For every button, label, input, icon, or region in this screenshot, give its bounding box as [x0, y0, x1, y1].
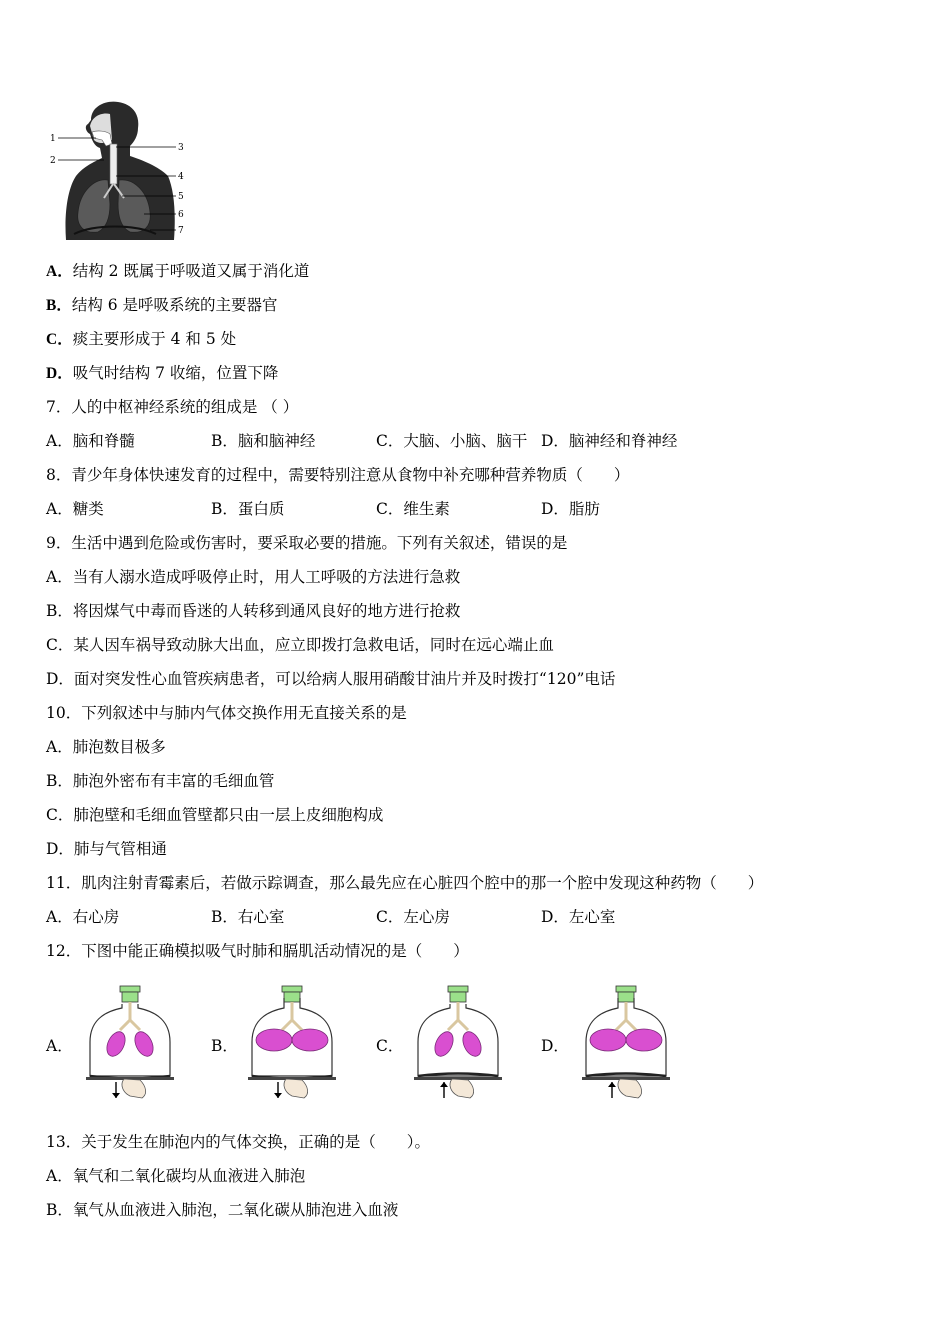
q12-stem: 12．下图中能正确模拟吸气时肺和膈肌活动情况的是（ ）	[46, 942, 469, 960]
trachea-tube	[120, 1002, 140, 1030]
trachea-tube	[616, 1002, 636, 1030]
bell-jar-figure-c	[410, 982, 506, 1102]
trachea-tube	[448, 1002, 468, 1030]
q11-stem: 11．肌肉注射青霉素后，若做示踪调查，那么最先应在心脏四个腔中的那一个腔中发现这种药物（ ）	[46, 874, 764, 892]
q7-option-b: B．脑和脑神经	[211, 432, 316, 450]
respiratory-system-figure	[46, 100, 191, 245]
jar-stopper-neck	[122, 992, 138, 1002]
figure-label: 7	[178, 226, 184, 236]
balloon-lung-left	[103, 1029, 128, 1059]
balloon-lung-right	[131, 1029, 156, 1059]
q9-option-d: D．面对突发性心血管疾病患者，可以给病人服用硝酸甘油片并及时拨打“120”电话	[46, 670, 616, 688]
figure-label: 4	[178, 172, 184, 182]
q7-option-d: D．脑神经和脊神经	[541, 432, 678, 450]
q6-option-c: C．痰主要形成于 4 和 5 处	[46, 330, 237, 348]
q9-option-b: B．将因煤气中毒而昏迷的人转移到通风良好的地方进行抢救	[46, 602, 461, 620]
q10-option-d: D．肺与气管相通	[46, 840, 167, 858]
arrow-down-icon	[112, 1093, 120, 1098]
bell-jar-figure-a	[82, 982, 178, 1102]
q8-stem: 8．青少年身体快速发育的过程中，需要特别注意从食物中补充哪种营养物质（ ）	[46, 466, 630, 484]
jar-stopper	[448, 986, 468, 992]
q11-option-c: C．左心房	[376, 908, 450, 926]
trachea-tube	[282, 1002, 302, 1030]
jar-stopper-neck	[618, 992, 634, 1002]
q12-option-d-label: D．	[541, 1037, 569, 1055]
jar-stopper-neck	[450, 992, 466, 1002]
q13-option-b: B．氧气从血液进入肺泡，二氧化碳从肺泡进入血液	[46, 1201, 399, 1219]
q6-option-d: D．吸气时结构 7 收缩，位置下降	[46, 364, 279, 382]
bell-jar-figure-d	[578, 976, 674, 1102]
q7-option-a: A．脑和脊髓	[46, 432, 135, 450]
q9-option-a: A．当有人溺水造成呼吸停止时，用人工呼吸的方法进行急救	[46, 568, 461, 586]
hand-icon	[618, 1079, 642, 1098]
jar-stopper-neck	[284, 992, 300, 1002]
arrow-up-icon	[608, 1082, 616, 1087]
hand-icon	[450, 1079, 474, 1098]
q10-option-c: C．肺泡壁和毛细血管壁都只由一层上皮细胞构成	[46, 806, 384, 824]
q11-option-d: D．左心室	[541, 908, 616, 926]
q9-stem: 9．生活中遇到危险或伤害时，要采取必要的措施。下列有关叙述，错误的是	[46, 534, 568, 552]
q11-option-b: B．右心室	[211, 908, 285, 926]
figure-label: 5	[178, 192, 184, 202]
bell-jar-figure-b	[244, 976, 340, 1102]
arrow-up-icon	[440, 1082, 448, 1087]
jar-stopper	[616, 986, 636, 992]
q10-option-a: A．肺泡数目极多	[46, 738, 166, 756]
figure-label: 6	[178, 210, 184, 220]
figure-label: 3	[178, 143, 184, 153]
hand-icon	[284, 1079, 308, 1098]
q13-option-a: A．氧气和二氧化碳均从血液进入肺泡	[46, 1167, 306, 1185]
q6-option-b: B．结构 6 是呼吸系统的主要器官	[46, 296, 278, 314]
balloon-lung-right	[292, 1029, 328, 1051]
q6-option-a: A．结构 2 既属于呼吸道又属于消化道	[46, 262, 310, 280]
q8-option-b: B．蛋白质	[211, 500, 285, 518]
q7-stem: 7．人的中枢神经系统的组成是 （ ）	[46, 398, 299, 416]
q10-option-b: B．肺泡外密布有丰富的毛细血管	[46, 772, 275, 790]
jar-stopper	[120, 986, 140, 992]
q7-option-c: C．大脑、小脑、脑干	[376, 432, 528, 450]
q12-option-c-label: C．	[376, 1037, 404, 1055]
arrow-down-icon	[274, 1093, 282, 1098]
jar-stopper	[282, 986, 302, 992]
q9-option-c: C．某人因车祸导致动脉大出血，应立即拨打急救电话，同时在远心端止血	[46, 636, 554, 654]
figure-label: 2	[50, 156, 56, 166]
figure-label: 1	[50, 134, 56, 144]
q11-option-a: A．右心房	[46, 908, 120, 926]
q12-option-b-label: B．	[211, 1037, 238, 1055]
balloon-lung-left	[256, 1029, 292, 1051]
q10-stem: 10．下列叙述中与肺内气体交换作用无直接关系的是	[46, 704, 407, 722]
balloon-lung-right	[626, 1029, 662, 1051]
q8-option-c: C．维生素	[376, 500, 450, 518]
balloon-lung-left	[431, 1029, 456, 1059]
balloon-lung-left	[590, 1029, 626, 1051]
q13-stem: 13．关于发生在肺泡内的气体交换，正确的是（ ）。	[46, 1133, 430, 1151]
q12-option-a-label: A．	[46, 1037, 73, 1055]
q8-option-a: A．糖类	[46, 500, 104, 518]
balloon-lung-right	[459, 1029, 484, 1059]
q8-option-d: D．脂肪	[541, 500, 600, 518]
hand-icon	[122, 1079, 146, 1098]
